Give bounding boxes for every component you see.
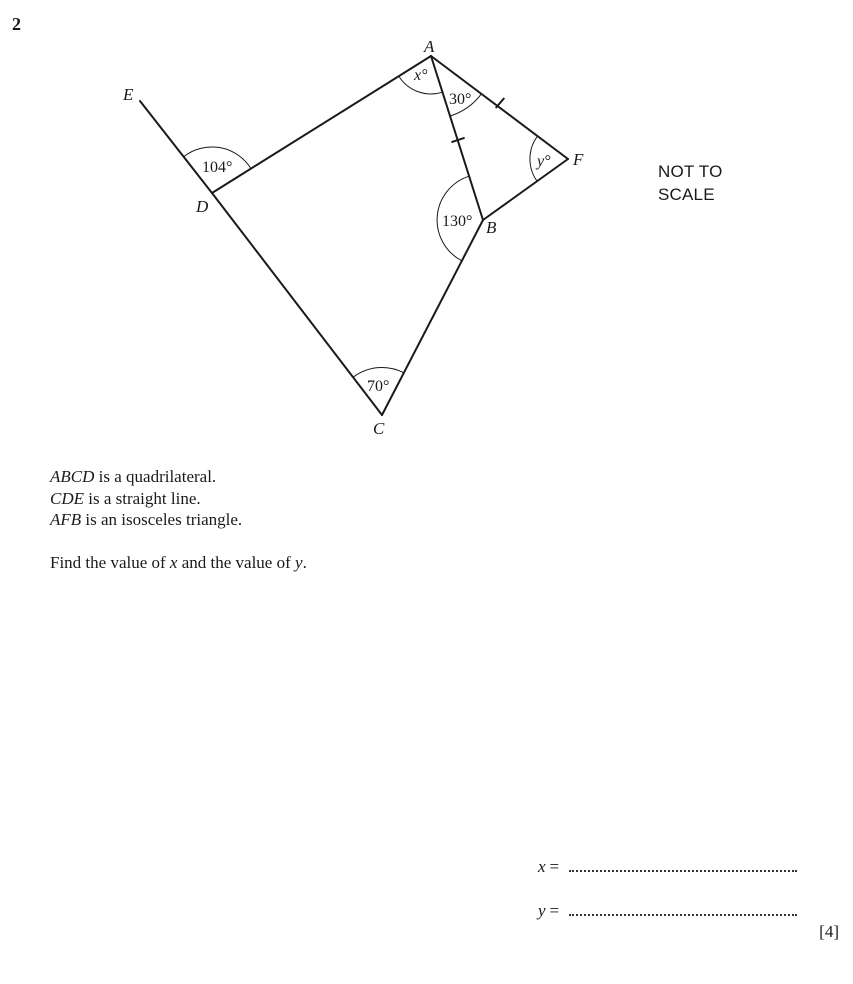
- line-DA: [212, 56, 431, 193]
- not-to-scale-line-1: NOT TO: [658, 162, 723, 181]
- point-label-C: C: [373, 419, 385, 438]
- question-statements: [50, 466, 242, 531]
- statement-2-text: is a straight line.: [84, 488, 201, 508]
- angle-label-70: 70°: [367, 378, 390, 395]
- task-var-y: y: [295, 553, 303, 572]
- task-var-x: x: [169, 553, 178, 572]
- point-label-D: D: [196, 197, 209, 216]
- answer-y-var: y: [538, 901, 546, 920]
- question-task: [50, 553, 307, 573]
- task-part-2: and the value of: [177, 553, 296, 572]
- geometry-diagram: [0, 0, 853, 460]
- tick-mark-AF: [496, 98, 505, 108]
- point-label-B: B: [486, 218, 497, 237]
- line-DC: [212, 193, 382, 415]
- statement-3-text: is an isosceles triangle.: [81, 510, 243, 529]
- marks-total: [4]: [819, 922, 839, 941]
- statement-1-text: is a quadrilateral.: [94, 467, 217, 486]
- statement-3-name: AFB: [50, 510, 82, 529]
- angle-label-30: 30°: [449, 91, 472, 108]
- question-number: 2: [12, 14, 21, 34]
- answer-x-field[interactable]: [569, 856, 797, 872]
- answer-x-var: x: [538, 857, 546, 876]
- statement-3: [50, 509, 242, 531]
- statement-2-name: CDE: [50, 488, 84, 508]
- answer-y-field[interactable]: [569, 900, 797, 916]
- angle-label-104: 104°: [202, 159, 233, 176]
- angle-label-130: 130°: [442, 213, 473, 230]
- arc-angle-C-70: [353, 367, 404, 377]
- angle-label-y: y°: [537, 153, 551, 170]
- statement-2: [50, 488, 242, 510]
- statement-1: [50, 466, 242, 488]
- answer-line-x: [538, 856, 797, 877]
- line-FB: [483, 159, 568, 220]
- line-AB: [431, 56, 483, 220]
- angle-label-x: x°: [414, 67, 428, 84]
- point-label-A: A: [424, 37, 435, 56]
- line-ED: [140, 101, 212, 193]
- not-to-scale-line-2: SCALE: [658, 185, 715, 204]
- answer-y-equals: =: [549, 901, 560, 920]
- line-BC: [382, 220, 483, 415]
- point-label-F: F: [573, 150, 584, 169]
- answer-line-y: [538, 900, 797, 921]
- task-part-1: Find the value of: [50, 553, 170, 572]
- answer-x-equals: =: [549, 857, 560, 876]
- not-to-scale-note: [658, 160, 723, 206]
- point-label-E: E: [123, 85, 134, 104]
- statement-1-name: ABCD: [50, 467, 95, 486]
- task-part-3: .: [302, 553, 307, 572]
